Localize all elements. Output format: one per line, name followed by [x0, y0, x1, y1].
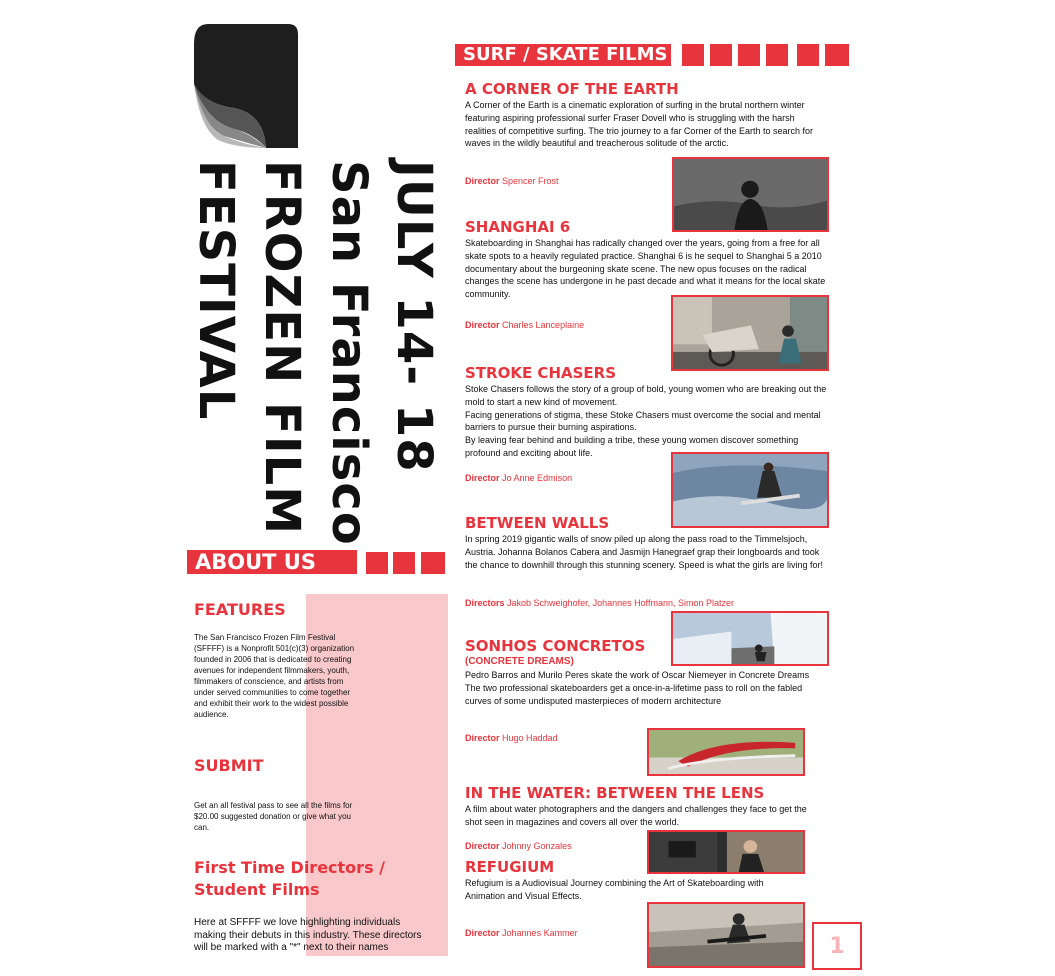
title-line-dates: JULY 14- 18: [386, 160, 442, 473]
header-square: [825, 44, 849, 66]
film-subtitle: (CONCRETE DREAMS): [465, 656, 574, 667]
film-director: Director Johnny Gonzales: [465, 841, 572, 851]
surf-skate-films-header: SURF / SKATE FILMS: [455, 44, 671, 66]
woman-surfing-photo: [671, 452, 829, 528]
page-number-box: [812, 922, 862, 970]
snow-wall-road-photo: [671, 611, 829, 666]
film-director: Directors Jakob Schweighofer, Johannes Hoffmann, Simon Platzer: [465, 598, 734, 608]
film-description: Skateboarding in Shanghai has radically changed over the years, going from a free for all skate spots to a heavily regulated practice. Shanghai 6 is he sequel to Shanghai 5 a 2010 documentary about the burgeoning skate scene. The new opus focuses on the radical changes the scene has undergone in he past decade and what it means for the local skate community.: [465, 238, 826, 300]
film-director: Director Jo Anne Edmison: [465, 473, 573, 483]
film-description: A Corner of the Earth is a cinematic exploration of surfing in the brutal northern winter featuring aspiring professional surfer Fraser Dovell who is struggling with the harsh realities of competitive surfing. The trio journey to a far Corner of the Earth to search for waves in the wildly beautiful and treacherous solitude of the arctic.: [465, 100, 813, 149]
shanghai-street-skater-photo: [671, 295, 829, 371]
photographers-interview-photo: [647, 830, 805, 874]
film-title: A CORNER OF THE EARTH: [465, 80, 679, 98]
surfer-in-wetsuit-photo: [672, 157, 829, 232]
header-square: [366, 552, 388, 574]
film-title: STROKE CHASERS: [465, 364, 617, 382]
film-director: Director Johannes Kammer: [465, 928, 578, 938]
film-description: A film about water photographers and the dangers and challenges they face to get the shot seen in magazines and covers all over the world.: [465, 804, 807, 827]
folded-page-logo: [194, 24, 298, 148]
features-text: The San Francisco Frozen Film Festival (SFFFF) is a Nonprofit 501(c)(3) organization founded in 2006 that is dedicated to creating avenues for independent filmmakers, youth, filmmakers of conscience, and artists from under served communities to come together and exhibit their work to the widest possible audience.: [194, 633, 355, 719]
film-description: Refugium is a Audiovisual Journey combining the Art of Skateboarding with Animation and Visual Effects.: [465, 878, 764, 901]
header-square: [682, 44, 704, 66]
first-time-heading-line2: Student Films: [194, 880, 320, 899]
title-line-city: San Francisco: [321, 160, 377, 546]
film-description: In spring 2019 gigantic walls of snow piled up along the pass road to the Timmelsjoch, Austria. Johanna Bolanos Cabera and Jasmijn Hanegraef grap their longboards and took the chance to downhill through this stunning scenery. Speed is what the girls are living for!: [465, 534, 824, 570]
first-time-heading: First Time Directors /: [194, 858, 385, 877]
film-director: Director Hugo Haddad: [465, 733, 558, 743]
film-title: BETWEEN WALLS: [465, 514, 610, 532]
film-director: Director Spencer Frost: [465, 176, 559, 186]
header-square: [797, 44, 819, 66]
header-square: [710, 44, 732, 66]
header-square: [421, 552, 445, 574]
header-square: [393, 552, 415, 574]
submit-heading: SUBMIT: [194, 756, 264, 775]
film-title: SONHOS CONCRETOS: [465, 637, 646, 655]
about-us-header: ABOUT US: [187, 550, 357, 574]
header-square: [738, 44, 760, 66]
film-title: SHANGHAI 6: [465, 218, 571, 236]
film-title: IN THE WATER: BETWEEN THE LENS: [465, 784, 765, 802]
film-director: Director Charles Lanceplaine: [465, 320, 585, 330]
page-number: 1: [829, 934, 845, 959]
film-description: Stoke Chasers follows the story of a group of bold, young women who are breaking out the mold to start a new kind of movement. Facing generations of stigma, these Stoke Chasers must overcome the social and mental barriers to pursue their burning aspirations. By leaving fear behind and building a tribe, these young women discover something profound and exciting about life.: [465, 384, 827, 458]
title-line-festival: FESTIVAL: [188, 160, 244, 421]
film-description: Pedro Barros and Murilo Peres skate the work of Oscar Niemeyer in Concrete Dreams The two professional skateboarders get a once-in-a-lifetime pass to roll on the fabled curves of some undisputed masterpieces of modern architecture: [465, 670, 810, 706]
submit-text: Get an all festival pass to see all the films for $20.00 suggested donation or give what you can.: [194, 801, 353, 832]
first-time-text: Here at SFFFF we love highlighting individuals making their debuts in this industry. These directors will be marked with a "*" next to their names: [194, 917, 422, 953]
header-square: [766, 44, 788, 66]
title-line-frozen-film: FROZEN FILM: [254, 160, 310, 536]
features-heading: FEATURES: [194, 600, 286, 619]
skateboarder-trick-photo: [647, 902, 805, 968]
film-title: REFUGIUM: [465, 858, 555, 876]
red-curved-ramp-photo: [647, 728, 805, 776]
